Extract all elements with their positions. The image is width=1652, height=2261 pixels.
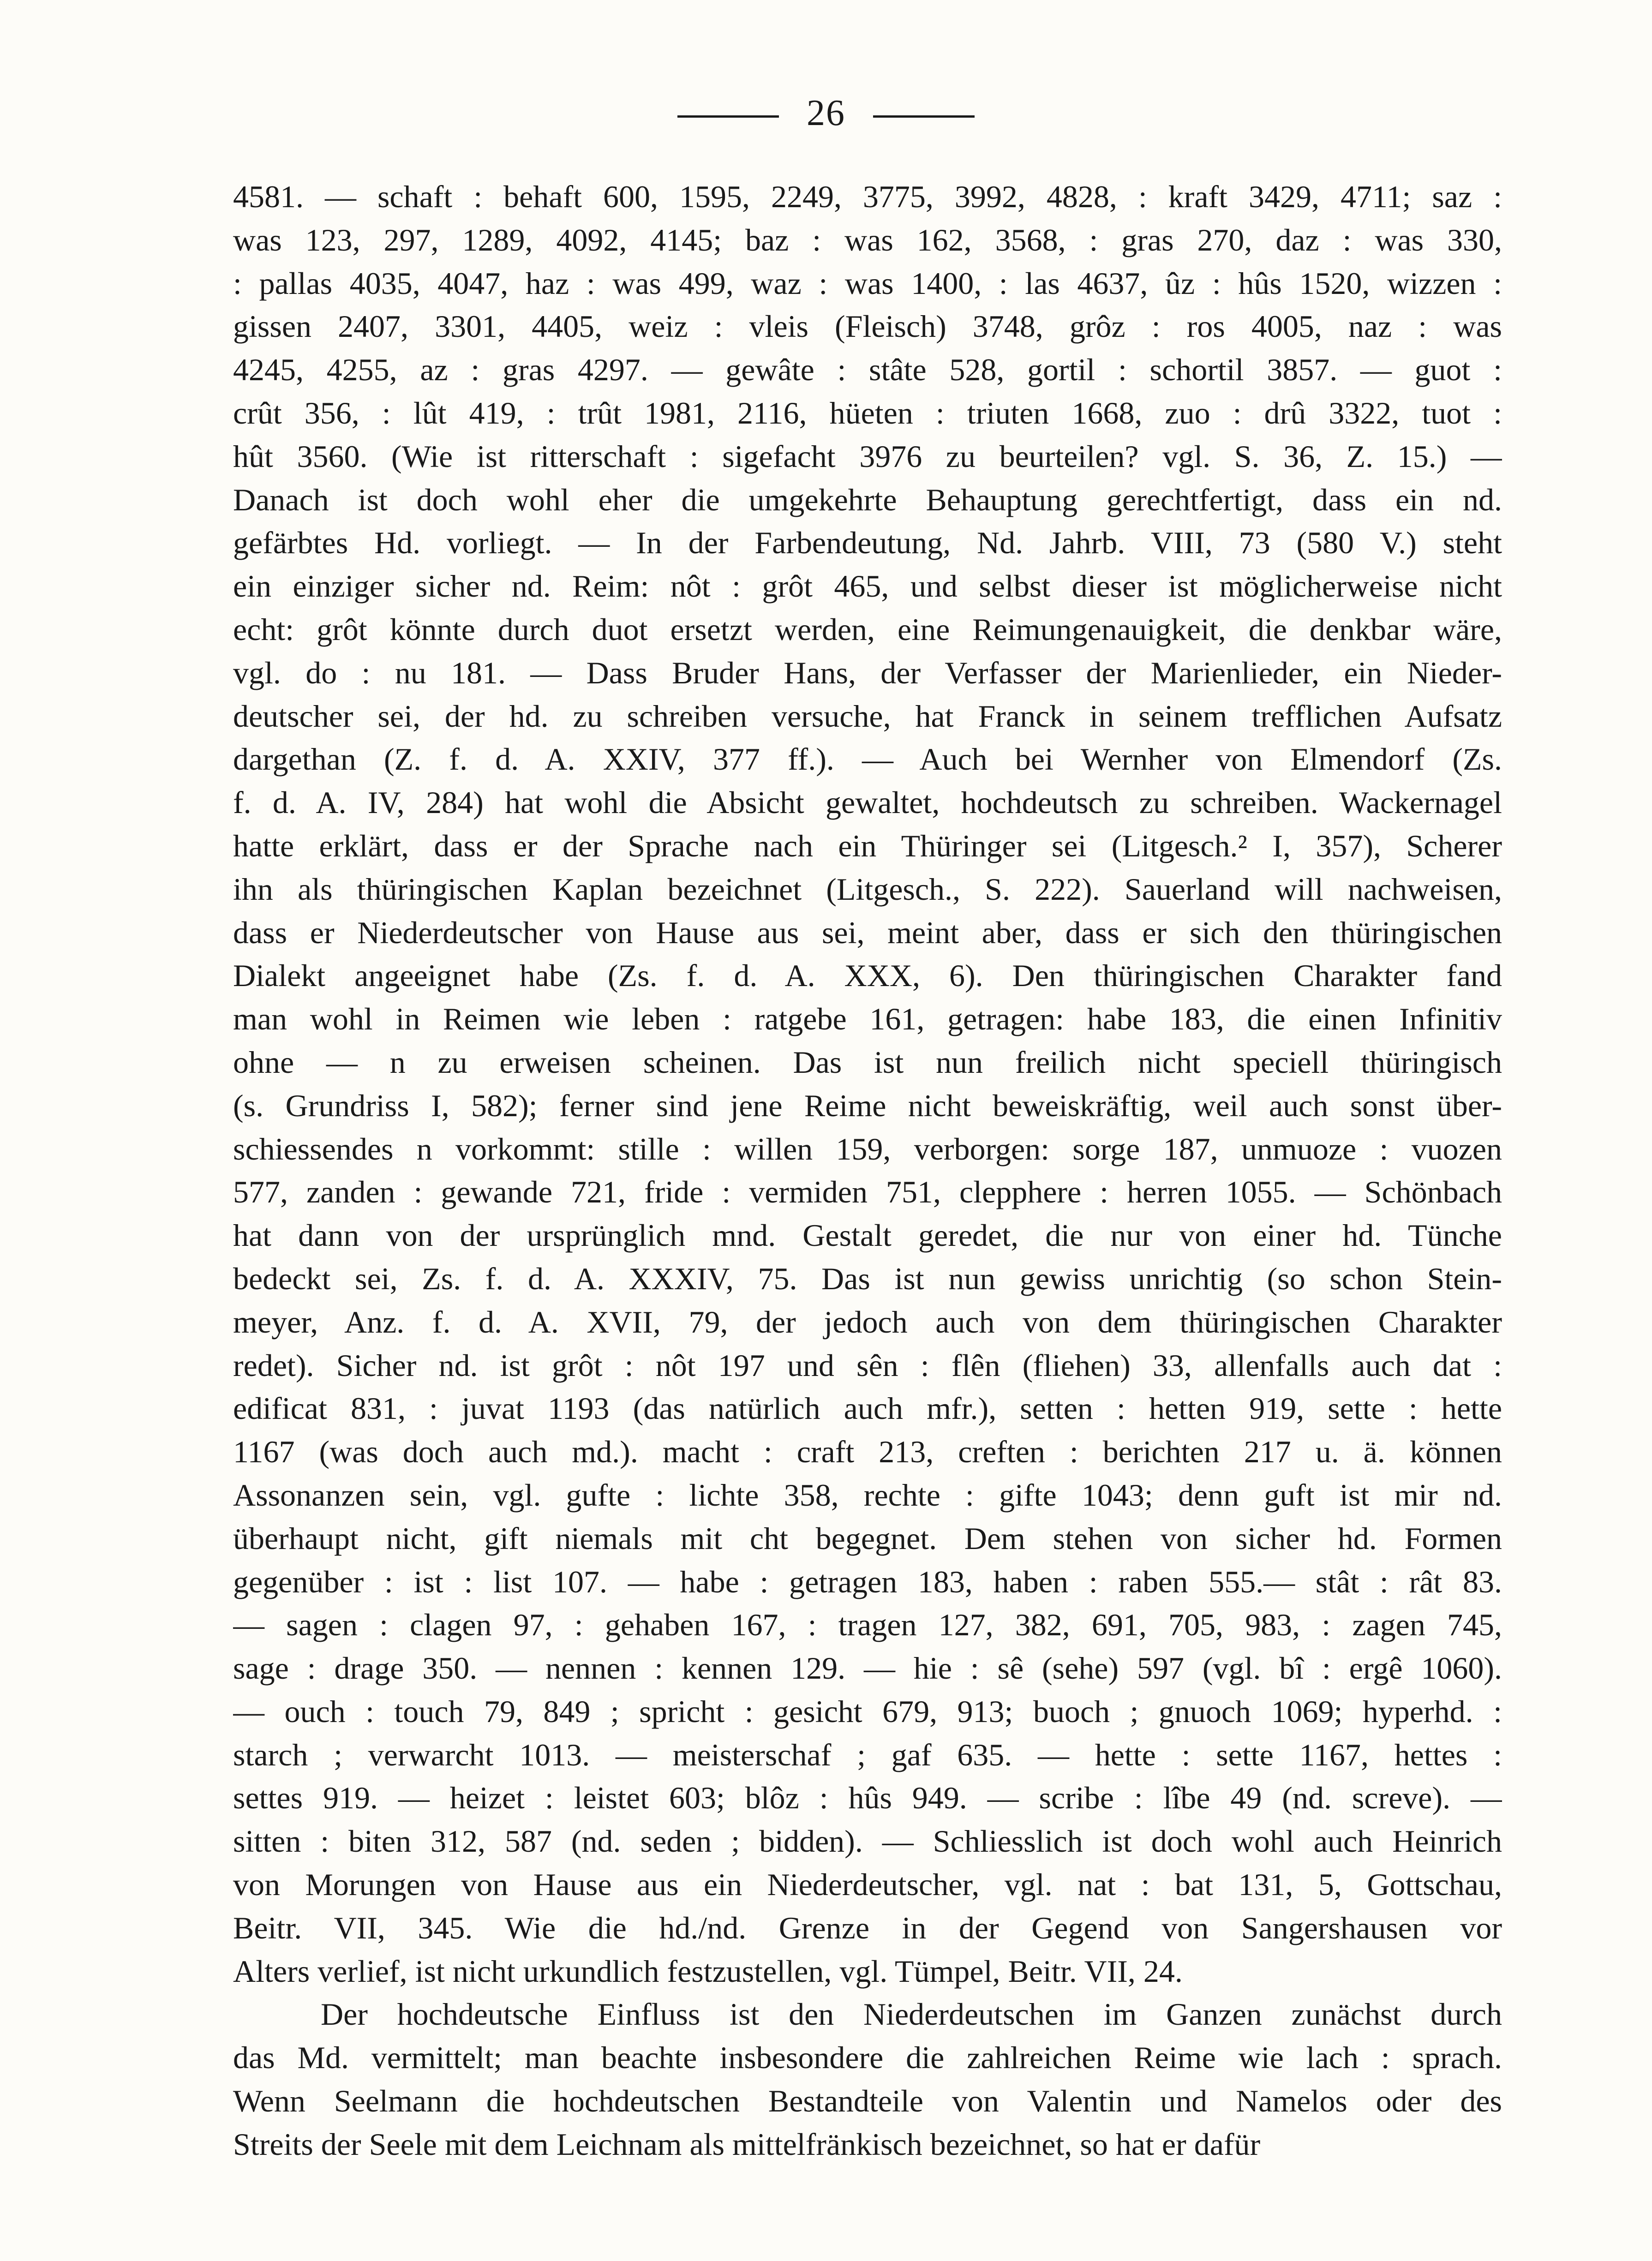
text-line: ihn als thüringischen Kaplan bezeichnet (Litgesch., S. 222). Sauerland will nachweisen, xyxy=(233,871,1502,907)
text-line: sitten : biten 312, 587 (nd. seden ; bidden). — Schliesslich ist doch wohl auch Heinrich xyxy=(233,1824,1502,1859)
text-line: sage : drage 350. — nennen : kennen 129. — hie : sê (sehe) 597 (vgl. bî : ergê 1060). xyxy=(233,1651,1502,1686)
text-line: : pallas 4035, 4047, haz : was 499, waz : was 1400, : las 4637, ûz : hûs 1520, wizzen : xyxy=(233,265,1502,301)
text-line: von Morungen von Hause aus ein Niederdeutscher, vgl. nat : bat 131, 5, Gottschau, xyxy=(233,1867,1502,1902)
text-line: Danach ist doch wohl eher die umgekehrte Behauptung gerechtfertigt, dass ein nd. xyxy=(233,482,1502,517)
paragraph-1 xyxy=(233,175,1502,1993)
text-line: überhaupt nicht, gift niemals mit cht begegnet. Dem stehen von sicher hd. Formen xyxy=(233,1520,1502,1556)
text-line: Streits der Seele mit dem Leichnam als mittelfränkisch bezeichnet, so hat er dafür xyxy=(233,2126,1261,2162)
page-number: 26 xyxy=(807,93,845,133)
text-line: dass er Niederdeutscher von Hause aus sei, meint aber, dass er sich den thüringischen xyxy=(233,915,1502,950)
text-line: hatte erklärt, dass er der Sprache nach ein Thüringer sei (Litgesch.² I, 357), Scherer xyxy=(233,828,1502,863)
text-line: was 123, 297, 1289, 4092, 4145; baz : was 162, 3568, : gras 270, daz : was 330, xyxy=(233,222,1502,257)
page-body xyxy=(233,175,1502,2166)
header-rule-right xyxy=(873,115,975,118)
text-line: gissen 2407, 3301, 4405, weiz : vleis (Fleisch) 3748, grôz : ros 4005, naz : was xyxy=(233,309,1502,344)
text-line: man wohl in Reimen wie leben : ratgebe 161, getragen: habe 183, die einen Infinitiv xyxy=(233,1001,1502,1037)
text-line: Der hochdeutsche Einfluss ist den Niederdeutschen im Ganzen zunächst durch xyxy=(321,1997,1502,2032)
text-line: (s. Grundriss I, 582); ferner sind jene Reime nicht beweiskräftig, weil auch sonst über- xyxy=(233,1088,1502,1123)
text-line: crût 356, : lût 419, : trût 1981, 2116, hüeten : triuten 1668, zuo : drû 3322, tuot : xyxy=(233,395,1502,431)
text-line: f. d. A. IV, 284) hat wohl die Absicht gewaltet, hochdeutsch zu schreiben. Wackernagel xyxy=(233,785,1502,820)
text-line: settes 919. — heizet : leistet 603; blôz : hûs 949. — scribe : lîbe 49 (nd. screve). — xyxy=(233,1780,1502,1816)
text-line: starch ; verwarcht 1013. — meisterschaf ; gaf 635. — hette : sette 1167, hettes : xyxy=(233,1737,1502,1772)
text-line: 1167 (was doch auch md.). macht : craft 213, creften : berichten 217 u. ä. können xyxy=(233,1434,1502,1470)
text-line: ohne — n zu erweisen scheinen. Das ist nun freilich nicht speciell thüringisch xyxy=(233,1044,1502,1080)
text-line: Beitr. VII, 345. Wie die hd./nd. Grenze in der Gegend von Sangershausen vor xyxy=(233,1910,1502,1945)
text-line: Assonanzen sein, vgl. gufte : lichte 358, rechte : gifte 1043; denn guft ist mir nd. xyxy=(233,1477,1502,1513)
text-line: edificat 831, : juvat 1193 (das natürlich auch mfr.), setten : hetten 919, sette : hette xyxy=(233,1391,1502,1426)
text-line: — sagen : clagen 97, : gehaben 167, : tragen 127, 382, 691, 705, 983, : zagen 745, xyxy=(233,1607,1502,1643)
text-line: vgl. do : nu 181. — Dass Bruder Hans, der Verfasser der Marienlieder, ein Nieder- xyxy=(233,655,1502,690)
text-line: gefärbtes Hd. vorliegt. — In der Farbendeutung, Nd. Jahrb. VIII, 73 (580 V.) steht xyxy=(233,525,1502,561)
text-line: 4581. — schaft : behaft 600, 1595, 2249, 3775, 3992, 4828, : kraft 3429, 4711; saz : xyxy=(233,179,1502,214)
text-line: 4245, 4255, az : gras 4297. — gewâte : stâte 528, gortil : schortil 3857. — guot : xyxy=(233,352,1502,388)
text-line: dargethan (Z. f. d. A. XXIV, 377 ff.). — Auch bei Wernher von Elmendorf (Zs. xyxy=(233,742,1502,777)
text-line: hût 3560. (Wie ist ritterschaft : sigefacht 3976 zu beurteilen? vgl. S. 36, Z. 15.) — xyxy=(233,438,1502,474)
page-header xyxy=(0,88,1652,138)
text-line: — ouch : touch 79, 849 ; spricht : gesicht 679, 913; buoch ; gnuoch 1069; hyperhd. : xyxy=(233,1693,1502,1729)
text-line: gegenüber : ist : list 107. — habe : getragen 183, haben : raben 555.— stât : rât 83. xyxy=(233,1564,1502,1599)
text-line: Dialekt angeeignet habe (Zs. f. d. A. XXX, 6). Den thüringischen Charakter fand xyxy=(233,958,1502,993)
header-rule-left xyxy=(677,115,779,118)
text-line: echt: grôt könnte durch duot ersetzt werden, eine Reimungenauigkeit, die denkbar wäre, xyxy=(233,611,1502,647)
text-line: schiessendes n vorkommt: stille : willen 159, verborgen: sorge 187, unmuoze : vuozen xyxy=(233,1131,1502,1166)
text-line: deutscher sei, der hd. zu schreiben versuche, hat Franck in seinem trefflichen Aufsatz xyxy=(233,698,1502,734)
text-line: Alters verlief, ist nicht urkundlich festzustellen, vgl. Tümpel, Beitr. VII, 24. xyxy=(233,1953,1183,1989)
text-line: meyer, Anz. f. d. A. XVII, 79, der jedoch auch von dem thüringischen Charakter xyxy=(233,1304,1502,1340)
text-line: 577, zanden : gewande 721, fride : vermiden 751, clepphere : herren 1055. — Schönbach xyxy=(233,1174,1502,1210)
text-line: ein einziger sicher nd. Reim: nôt : grôt 465, und selbst dieser ist möglicherweise nicht xyxy=(233,568,1502,604)
text-line: redet). Sicher nd. ist grôt : nôt 197 und sên : flên (fliehen) 33, allenfalls auch dat : xyxy=(233,1347,1502,1383)
paragraph-2 xyxy=(233,1993,1502,2166)
text-line: Wenn Seelmann die hochdeutschen Bestandteile von Valentin und Namelos oder des xyxy=(233,2083,1502,2119)
text-line: das Md. vermittelt; man beachte insbesondere die zahlreichen Reime wie lach : sprach. xyxy=(233,2040,1502,2076)
text-line: bedeckt sei, Zs. f. d. A. XXXIV, 75. Das ist nun gewiss unrichtig (so schon Stein- xyxy=(233,1261,1502,1296)
text-line: hat dann von der ursprünglich mnd. Gestalt geredet, die nur von einer hd. Tünche xyxy=(233,1218,1502,1253)
